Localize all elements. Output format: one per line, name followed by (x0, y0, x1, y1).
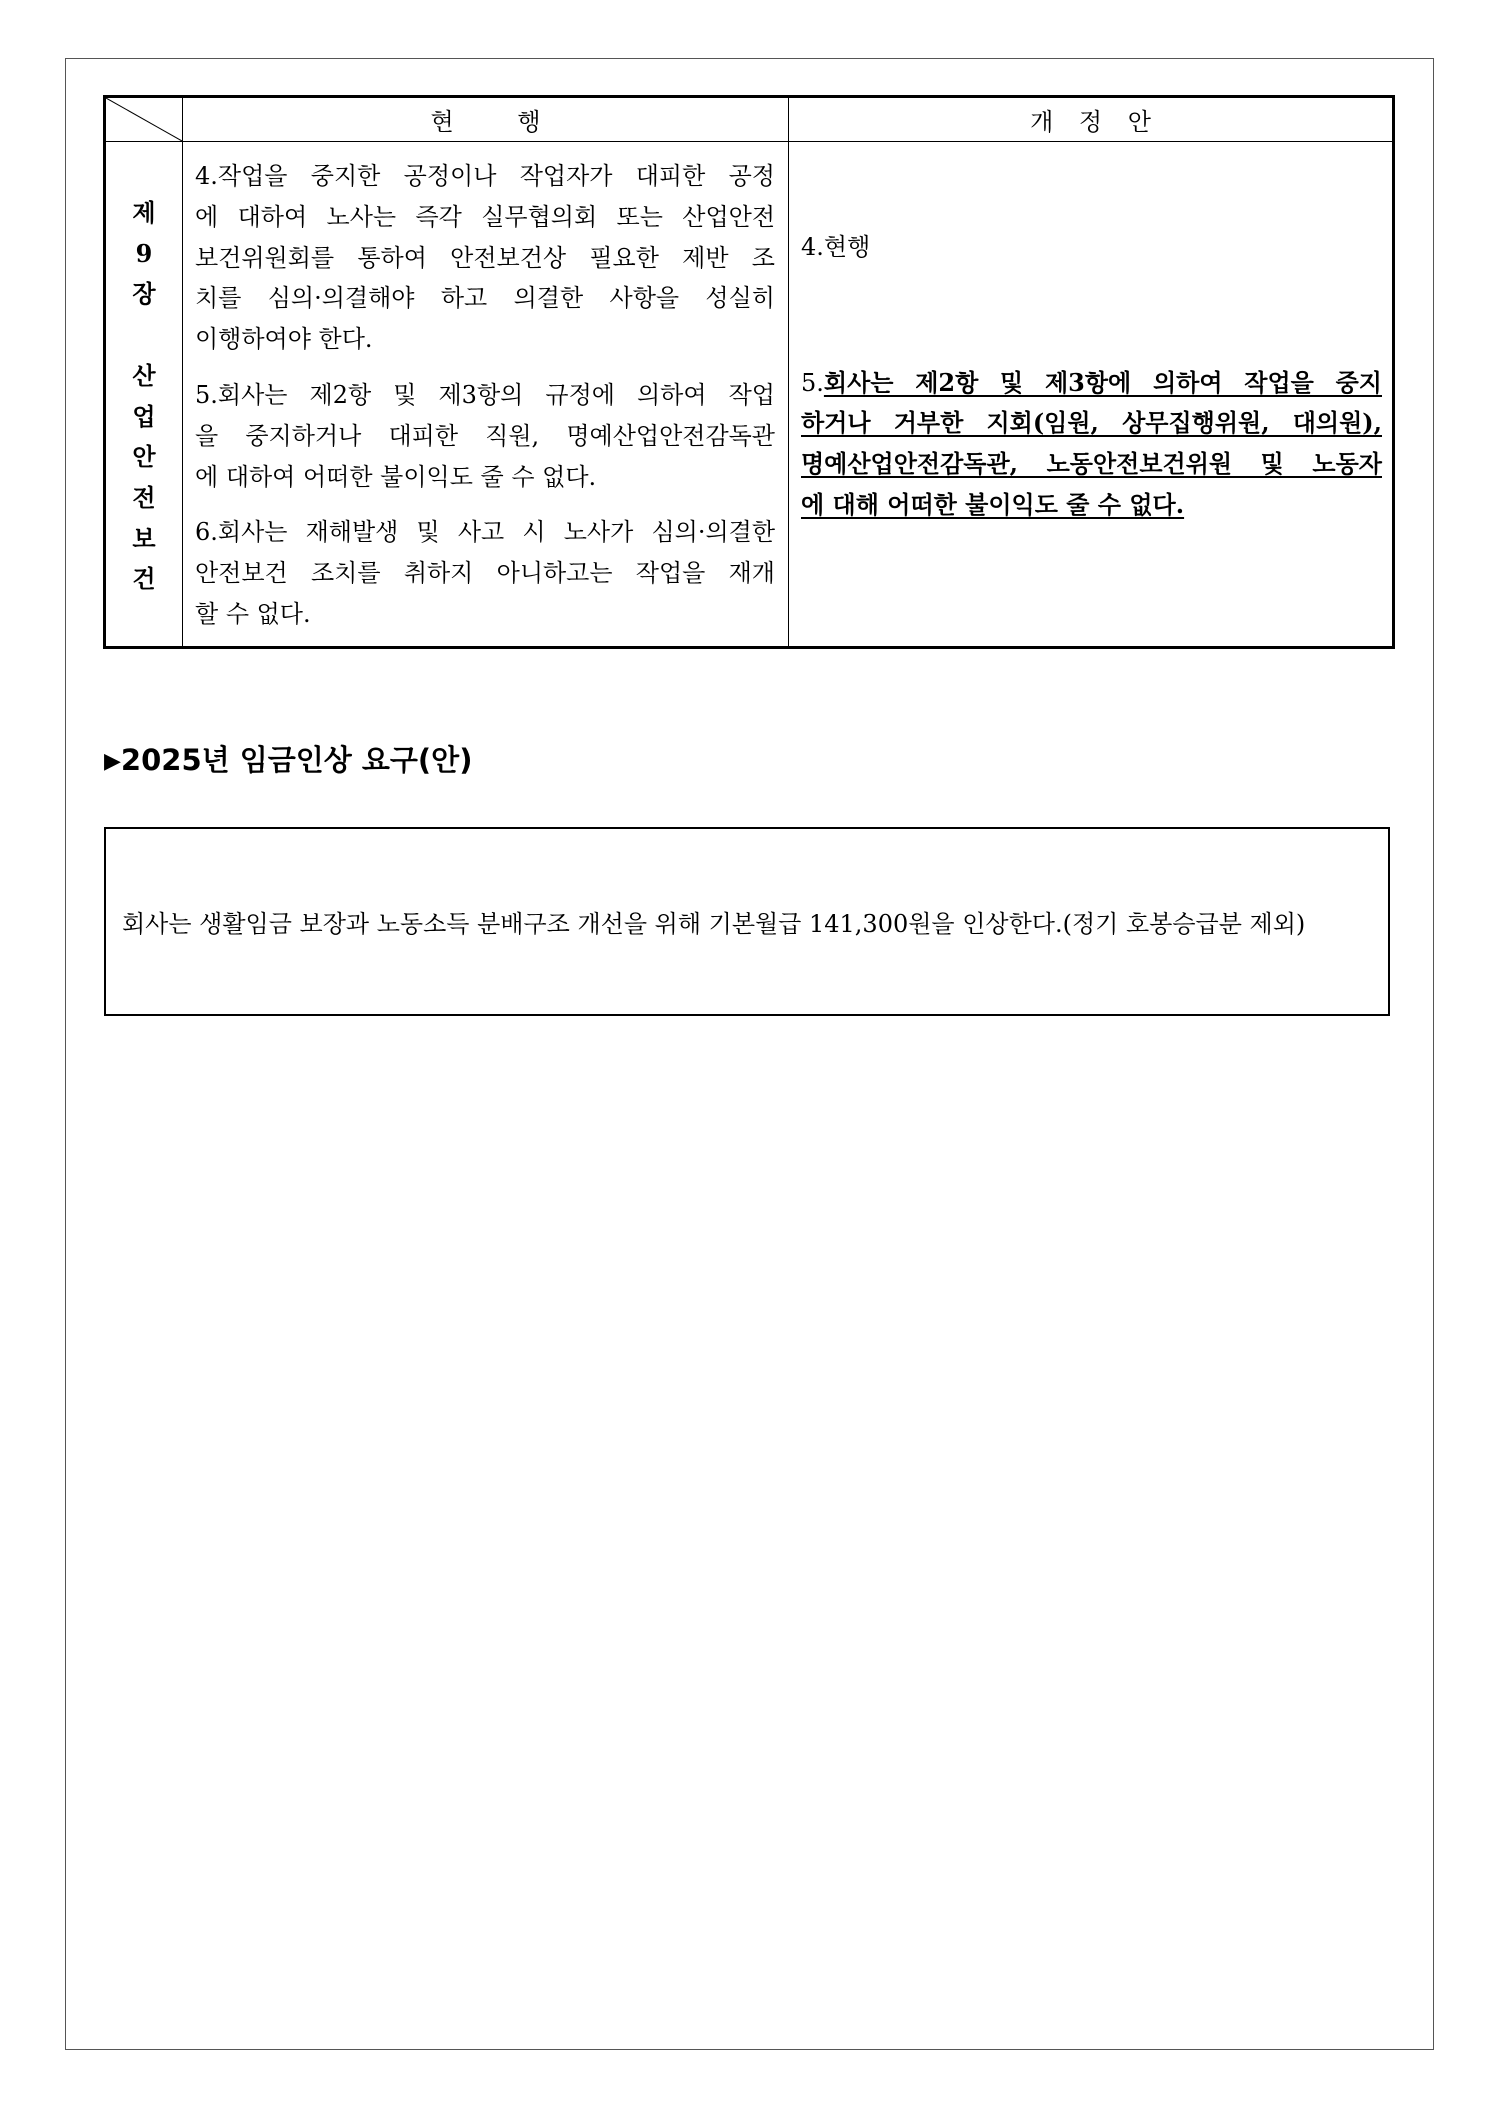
chapter-char: 보 (132, 523, 156, 553)
text-line: 4.작업을 중지한 공정이나 작업자가 대피한 공정 (195, 162, 775, 190)
clause-number: 5. (801, 368, 824, 397)
current-clause-5 (195, 375, 775, 497)
chapter-char: 안 (132, 442, 156, 472)
text-line: 치를 심의·의결해야 하고 의결한 사항을 성실히 (195, 284, 775, 313)
current-clause-4 (195, 156, 775, 360)
text-line: 보건위원회를 통하여 안전보건상 필요한 제반 조 (195, 243, 775, 272)
chapter-char: 건 (132, 564, 156, 594)
amended-text: 회사는 제2항 및 제3항에 의하여 작업을 중지 (823, 367, 1382, 397)
header-corner-cell (106, 98, 183, 142)
section-title: 2025년 임금인상 요구(안) (120, 743, 473, 777)
triangle-bullet-icon: ▶ (104, 749, 121, 774)
diagonal-divider (106, 98, 182, 141)
text-line (801, 485, 1382, 526)
header-current (183, 98, 789, 142)
text-line: 을 중지하거나 대피한 직원, 명예산업안전감독관 (195, 421, 775, 450)
text-line: 에 대하여 어떠한 불이익도 줄 수 없다. (195, 462, 597, 491)
amended-text: 명예산업안전감독관, 노동안전보건위원 및 노동자 (801, 448, 1382, 478)
section-heading (104, 741, 472, 779)
chapter-char: 전 (132, 482, 156, 512)
text-line: 에 대하여 노사는 즉각 실무협의회 또는 산업안전 (195, 202, 775, 231)
revision-comparison-table (103, 95, 1395, 649)
amended-text: 에 대해 어떠한 불이익도 줄 수 없다. (801, 489, 1185, 519)
text-line (801, 444, 1382, 485)
header-proposed (789, 98, 1392, 142)
proposed-text-cell (789, 142, 1392, 646)
chapter-char: 장 (132, 279, 156, 309)
text-line: 5.회사는 제2항 및 제3항의 규정에 의하여 작업 (195, 380, 775, 409)
proposed-clause-4: 4.현행 (801, 233, 871, 261)
chapter-char: 제 (132, 198, 156, 227)
wage-demand-text: 회사는 생활임금 보장과 노동소득 분배구조 개선을 위해 기본월급 141,300원을 인상한다.(정기 호봉승급분 제외) (122, 910, 1306, 938)
chapter-char: 업 (132, 401, 156, 431)
current-clause-6 (195, 512, 775, 634)
amended-text: 하거나 거부한 지회(임원, 상무집행위원, 대의원), (801, 408, 1382, 438)
text-line: 할 수 없다. (195, 599, 311, 628)
chapter-char: 9 (135, 238, 153, 268)
header-current-label: 현 행 (430, 108, 541, 136)
header-proposed-label: 개 정 안 (1030, 108, 1151, 136)
wage-demand-box (104, 827, 1390, 1016)
text-line (801, 363, 1382, 404)
chapter-char: 산 (132, 360, 156, 390)
chapter-cell (106, 142, 183, 646)
text-line (801, 403, 1382, 444)
text-line: 이행하여야 한다. (195, 325, 373, 354)
proposed-clause-5 (801, 363, 1382, 525)
text-line: 안전보건 조치를 취하지 아니하고는 작업을 재개 (195, 559, 775, 588)
current-text-cell (183, 142, 789, 646)
text-line: 6.회사는 재해발생 및 사고 시 노사가 심의·의결한 (195, 518, 775, 547)
